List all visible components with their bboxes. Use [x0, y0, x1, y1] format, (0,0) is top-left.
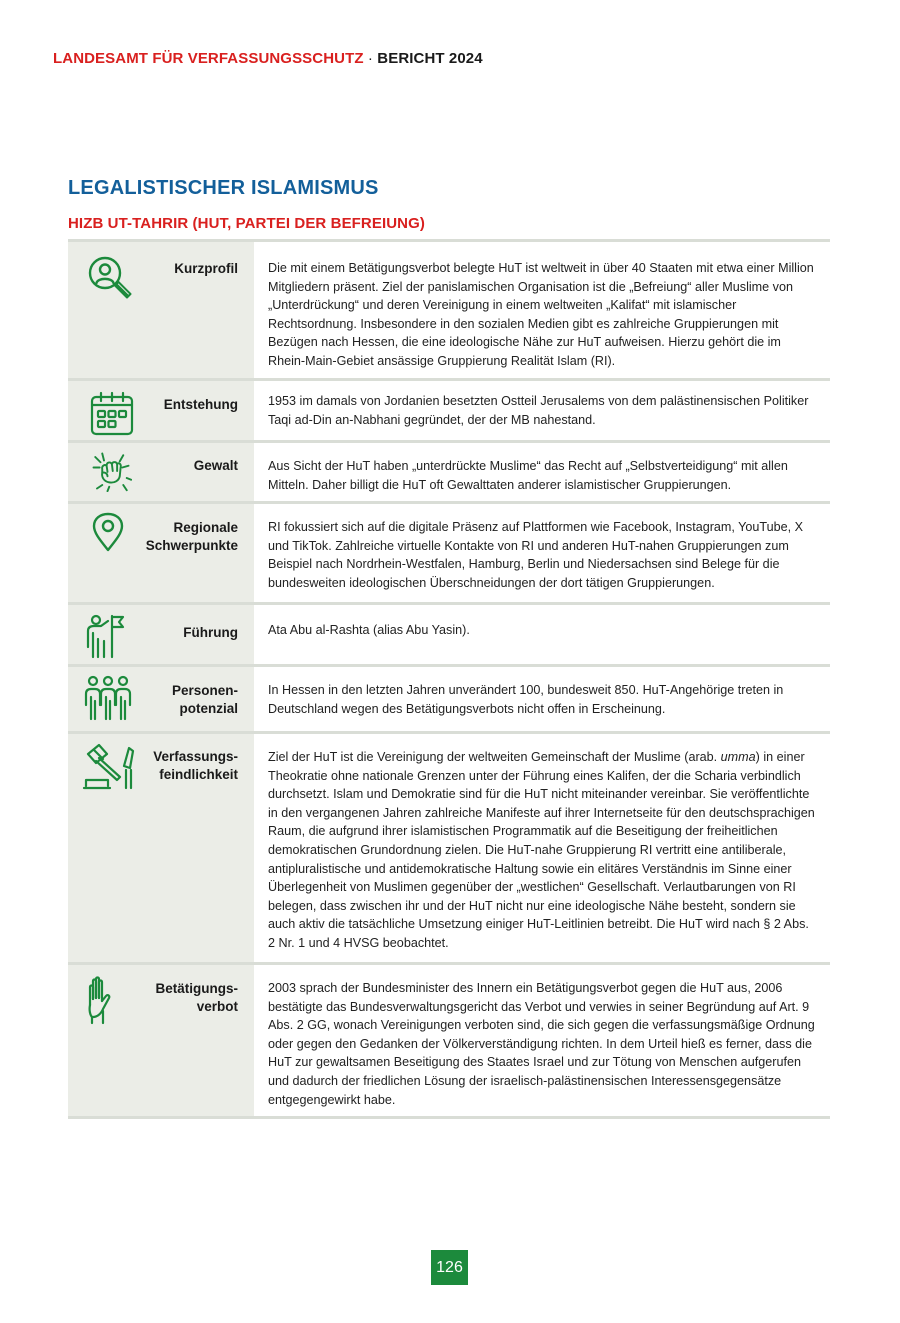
table-row-fuehrung: [68, 602, 830, 664]
row-text-cell: [254, 381, 830, 440]
row-text-part: Ziel der HuT ist die Vereinigung der weltweiten Gemeinschaft der Muslime (arab.: [268, 750, 721, 764]
group-people-icon: [84, 675, 132, 723]
label-line: verbot: [196, 999, 238, 1014]
table-row-entstehung: [68, 378, 830, 440]
table-row-kurzprofil: [68, 239, 830, 378]
label-line: Verfassungs-: [153, 749, 238, 764]
row-text-cell: [254, 242, 830, 378]
row-text-cell: [254, 443, 830, 501]
row-text: Ata Abu al-Rashta (alias Abu Yasin).: [268, 623, 470, 637]
table-row-personenpotenzial: [68, 664, 830, 731]
subsection-title: HIZB UT-TAHRIR (HUT, PARTEI DER BEFREIUNG): [68, 215, 425, 232]
label-line: potenzial: [179, 701, 238, 716]
table-row-verfassungsfeindlichkeit: [68, 731, 830, 962]
leader-flag-icon: [84, 613, 132, 661]
row-text: [268, 748, 816, 953]
row-label: Führung: [183, 625, 238, 640]
label-line: feindlichkeit: [159, 767, 238, 782]
raised-hand-icon: [82, 975, 118, 1025]
row-label-cell: [68, 734, 254, 962]
table-row-gewalt: [68, 440, 830, 501]
fist-burst-icon: [90, 450, 132, 492]
table-row-regionale-schwerpunkte: [68, 501, 830, 602]
header-org: LANDESAMT FÜR VERFASSUNGSSCHUTZ: [53, 50, 364, 67]
label-line: Betätigungs-: [155, 981, 238, 996]
row-text-emphasis: umma: [720, 750, 756, 764]
row-label: Entstehung: [163, 397, 238, 412]
row-label-cell: [68, 504, 254, 602]
row-text: In Hessen in den letzten Jahren unverändert 100, bundesweit 850. HuT-Angehörige treten in Deutschland wegen des Betätigungsverbots nicht offen in Erscheinung.: [268, 683, 784, 716]
row-label: [153, 748, 238, 784]
row-label: [156, 980, 239, 1016]
label-line: Regionale: [173, 520, 238, 535]
running-header: [53, 50, 483, 67]
row-text-cell: [254, 667, 830, 731]
calendar-icon: [88, 390, 136, 438]
label-line: Schwerpunkte: [145, 538, 238, 553]
section-title: LEGALISTISCHER ISLAMISMUS: [68, 177, 379, 199]
row-text: 2003 sprach der Bundesminister des Innern ein Betätigungsverbot gegen die HuT aus, 2006 bestätigte das Bundesverwaltungsgericht das Verbot und verwies in seiner Begründung auf Art. 9 Abs. 2 GG, wonach Vereinigungen verboten sind, die sich gegen die verfassungsmäßige Ordnung oder gegen den Gedanken der Völkerverständigung richten. In dem Urteil hieß es ferner, dass die HuT zur gewaltsamen Beseitigung des Staates Israel und zur Tötung von Menschen aufgerufen und dadurch der friedlichen Lösung der israelisch-palästinensischen Interessensgegensätze entgegengewirkt habe.: [268, 981, 815, 1107]
row-text-cell: [254, 605, 830, 664]
table-row-betaetigungsverbot: [68, 962, 830, 1119]
row-text-part: ) in einer Theokratie ohne nationale Grenzen unter der Führung eines Kalifen, der die Scharia verbindlich durchsetzt. Islam und Demokratie sind für die HuT nicht miteinander vereinbar. Sie veröffentlichte in den vergangenen Jahren zahlreiche Manifeste auf ihrer Internetseite für den deutschsprachigen Raum, die aufgrund ihrer islamistischen Programmatik auf die Beseitigung der freiheitlichen demokratischen Grundordnung zielen. Die HuT-nahe Gruppierung RI vertritt eine antiliberale, antipluralistische und antidemokratische Haltung sowie ein elitäres Verständnis im Sinne einer Überlegenheit von Muslimen gegenüber der „westlichen“ Gesellschaft. Verlautbarungen von RI belegen, dass zwischen ihr und der HuT nicht nur eine ideologische Nähe besteht, sondern sie auch aktiv die tatsächliche Umsetzung einiger HuT-Leitlinien betreibt. Die HuT wird nach § 2 Abs. 2 Nr. 1 und 4 HVSG beobachtet.: [268, 750, 815, 950]
row-text-cell: [254, 734, 830, 962]
row-text: Die mit einem Betätigungsverbot belegte HuT ist weltweit in über 40 Staaten mit etwa einer Million Mitgliedern präsent. Ziel der panislamischen Organisation ist die „Befreiung“ aller Muslime von „Unterdrückung“ und deren Vereinigung in einem weltweiten „Kalifat“ mit islamischer Rechtsordnung. Insbesondere in den sozialen Medien gibt es zahlreiche Gruppierungen mit Bezügen nach Hessen, die eine ideologische Nähe zur HuT aufweisen. Hierzu gehört die im Rhein-Main-Gebiet ansässige Gruppierung Realität Islam (RI).: [268, 261, 814, 368]
row-text-cell: [254, 965, 830, 1116]
magnifier-person-icon: [86, 254, 134, 302]
row-label-cell: [68, 381, 254, 440]
row-text-cell: [254, 504, 830, 602]
row-label-cell: [68, 667, 254, 731]
label-line: Personen-: [171, 683, 238, 698]
row-label: [172, 682, 238, 718]
gavel-icon: [82, 742, 140, 792]
row-text: Aus Sicht der HuT haben „unterdrückte Muslime“ das Recht auf „Selbstverteidigung“ mit allen Mitteln. Daher billigt die HuT oft Gewalttaten anderer islamistischer Gruppierungen.: [268, 459, 788, 492]
row-label: [146, 519, 238, 555]
row-text: RI fokussiert sich auf die digitale Präsenz auf Plattformen wie Facebook, Instagram, YouTube, X und TikTok. Zahlreiche virtuelle Kontakte von RI und anderen HuT-nahen Gruppierungen zum Beispiel nach Nordrhein-Westfalen, Hamburg, Berlin und Niedersachsen sind Belege für die bundesweiten ideologischen Überschneidungen der dort tätigen Gruppierungen.: [268, 520, 804, 590]
row-label: Kurzprofil: [174, 261, 238, 276]
row-label-cell: [68, 965, 254, 1116]
row-label-cell: [68, 605, 254, 664]
row-label: Gewalt: [193, 458, 238, 473]
row-text: 1953 im damals von Jordanien besetzten Ostteil Jerusalems von dem palästinensischen Politiker Taqi ad-Din an-Nabhani gegründet, der der MB nahestand.: [268, 394, 809, 427]
header-separator: ·: [367, 50, 373, 67]
row-label-cell: [68, 443, 254, 501]
location-pin-icon: [90, 512, 126, 552]
page-number: 126: [431, 1250, 468, 1285]
header-report: BERICHT 2024: [377, 50, 483, 67]
row-label-cell: [68, 242, 254, 378]
profile-table: [68, 239, 830, 1119]
